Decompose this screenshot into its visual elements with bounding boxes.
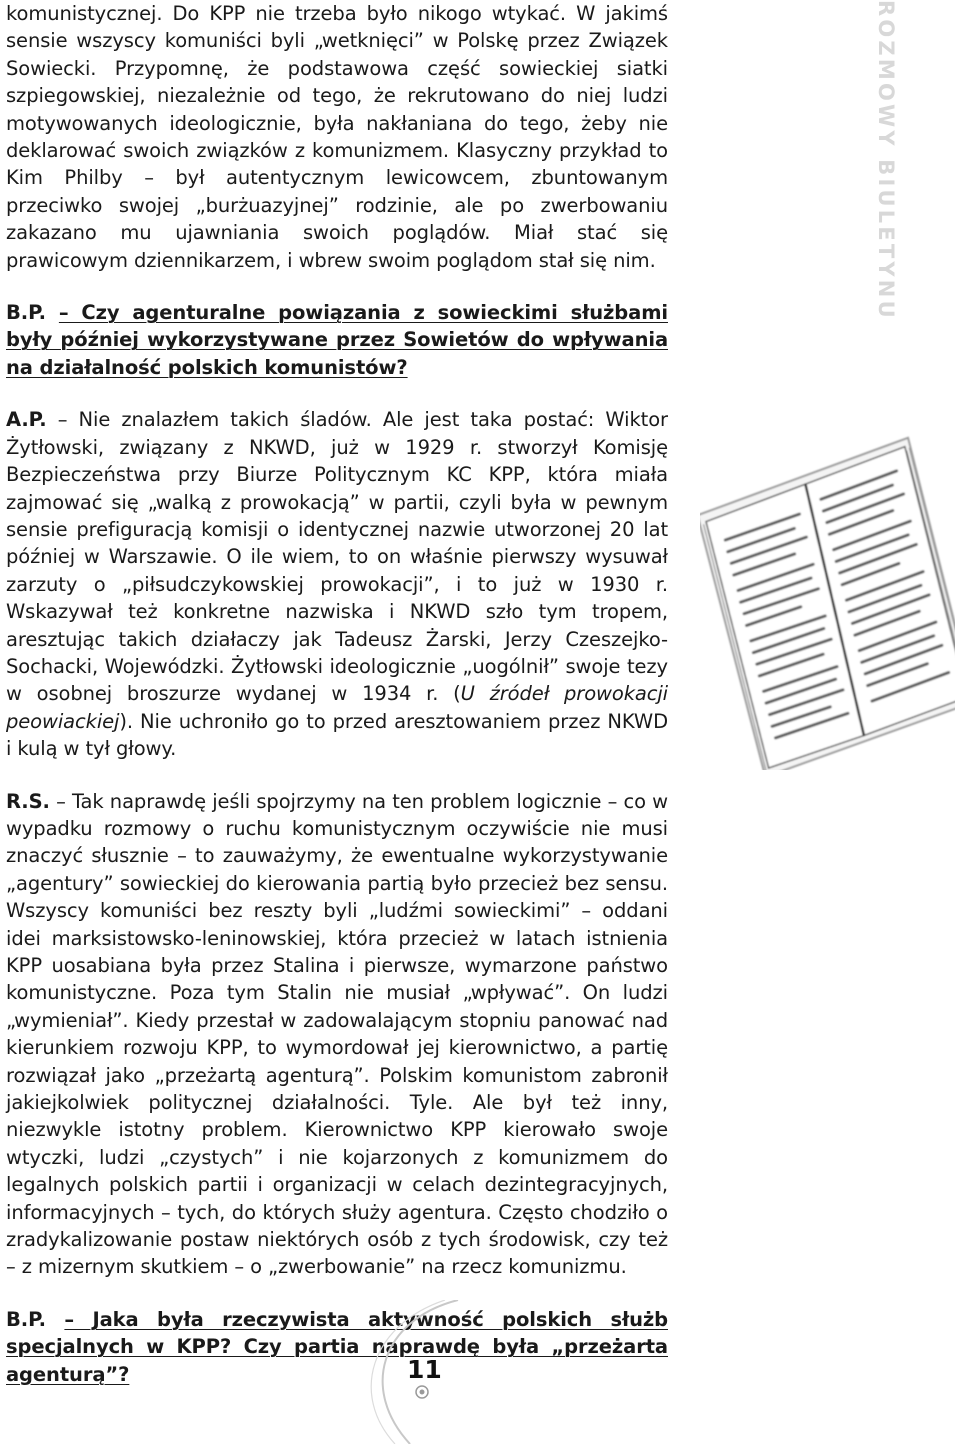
paragraph-intro: komunistycznej. Do KPP nie trzeba było nikogo wtykać. W jakimś sensie wszyscy komuniści byli „wetknięci” w Polskę przez Związek Sowiecki. Przypomnę, że podstawowa część sowieckiej siatki szpiegowskiej, niezależnie od tego, że rekrutowano do niej ludzi motywowanych ideologicznie, była nakłaniana do tego, żeby nie deklarować swoich związków z komunizmem. Klasyczny przykład to Kim Philby – był autentycznym lewicowcem, zbuntowanym przeciwko swojej „burżuazyjnej” rodzinie, ale po zwerbowaniu zakazano mu ujawniania swoich poglądów. Miał stać się prawicowym dziennikarzem, i wbrew swoim poglądom stał się nim.	[6, 2, 668, 272]
answer-ap	[6, 406, 668, 762]
answer-ap-text: – Nie znalazłem takich śladów. Ale jest taka postać: Wiktor Żytłowski, związany z NKWD, już w 1929 r. stworzył Komisję Bezpieczeństwa przy Biurze Politycznym KC KPP, która miała zajmować się „walką z prowokacją” w partii, czyli była w pewnym sensie prefiguracją komisji o identycznej nazwie utworzonej 20 lat później w Warszawie. O ile wiem, to on właśnie pierwszy wysuwał zarzuty o „piłsudczykowskiej prowokacji”, i to już w 1930 r. Wskazywał też konkretne nazwiska i NKWD szło tym tropem, aresztując takich działaczy jak Tadeusz Żarski, Jerzy Czeszejko-Sochacki, Wojewódzki. Żytłowski ideologicznie „uogólnił” swoje tezy w osobnej broszurze wydanej w 1934 r. (	[6, 408, 668, 706]
book-title: U źródeł prowokacji peowiackiej	[6, 682, 668, 733]
speaker-rs: R.S.	[6, 789, 50, 813]
question-1	[6, 299, 668, 381]
speaker-bp-2: B.P.	[6, 1307, 46, 1331]
speaker-bp: B.P.	[6, 301, 46, 325]
speaker-ap: A.P.	[6, 408, 47, 432]
page-ornament-arc	[340, 1300, 460, 1444]
article-column	[6, 0, 668, 1388]
question-2-text: – Jaka była rzeczywista aktywność polskich służb specjalnych w KPP? Czy partia naprawdę była „przeżarta agenturą”?	[6, 1307, 668, 1386]
question-1-text: – Czy agenturalne powiązania z sowieckimi służbami były później wykorzystywane przez Sowietów do wpływania na działalność polskich komunistów?	[6, 301, 668, 379]
answer-rs	[6, 788, 668, 1281]
question-2	[6, 1306, 668, 1388]
answer-rs-text: – Tak naprawdę jeśli spojrzymy na ten problem logicznie – co w wypadku rozmowy o ruchu komunistycznym oczywiście nie musi znaczyć słusznie – to zauważymy, że ewentualne wykorzystywanie „agentury” sowieckiej do kierowania partią było przecież bez sensu. Wszyscy komuniści bez reszty byli „ludźmi sowieckimi” – oddani idei marksistowsko-leninowskiej, która przecież w latach istnienia KPP uosabiana była przez Stalina i pierwsze, wymarzone państwo komunistyczne. Poza tym Stalin nie musiał „wpływać”. On ludzi „wymieniał”. Kiedy przestał w zadowalającym stopniu panować nad kierunkiem rozwoju KPP, to wymordował jej kierownictwo, a partię rozwiązał jako „przeżartą agenturą”. Polskim komunistom zabronił jakiejkolwiek politycznej działalności. Tyle. Ale był też inny, niezwykle istotny problem. Kierownictwo KPP kierowało swoje wtyczki, ludzi „czystych” i nie kojarzonych z komunizmem do legalnych polskich partii i organizacji w celach dezintegracyjnych, informacyjnych – tych, do których służy agentura. Często chodziło o zradykalizowanie postaw niektórych osób z tych środowisk, czy też – z mizernym skutkiem – o „zwerbowanie” na rzecz komunizmu.	[6, 789, 668, 1279]
answer-ap-text-end: ). Nie uchroniło go to przed aresztowaniem przez NKWD i kulą w tył głowy.	[6, 709, 668, 761]
section-side-label: ROZMOWY BIULETYNU	[874, 0, 898, 321]
open-book-illustration	[700, 430, 955, 770]
page-number: 11	[407, 1355, 442, 1384]
